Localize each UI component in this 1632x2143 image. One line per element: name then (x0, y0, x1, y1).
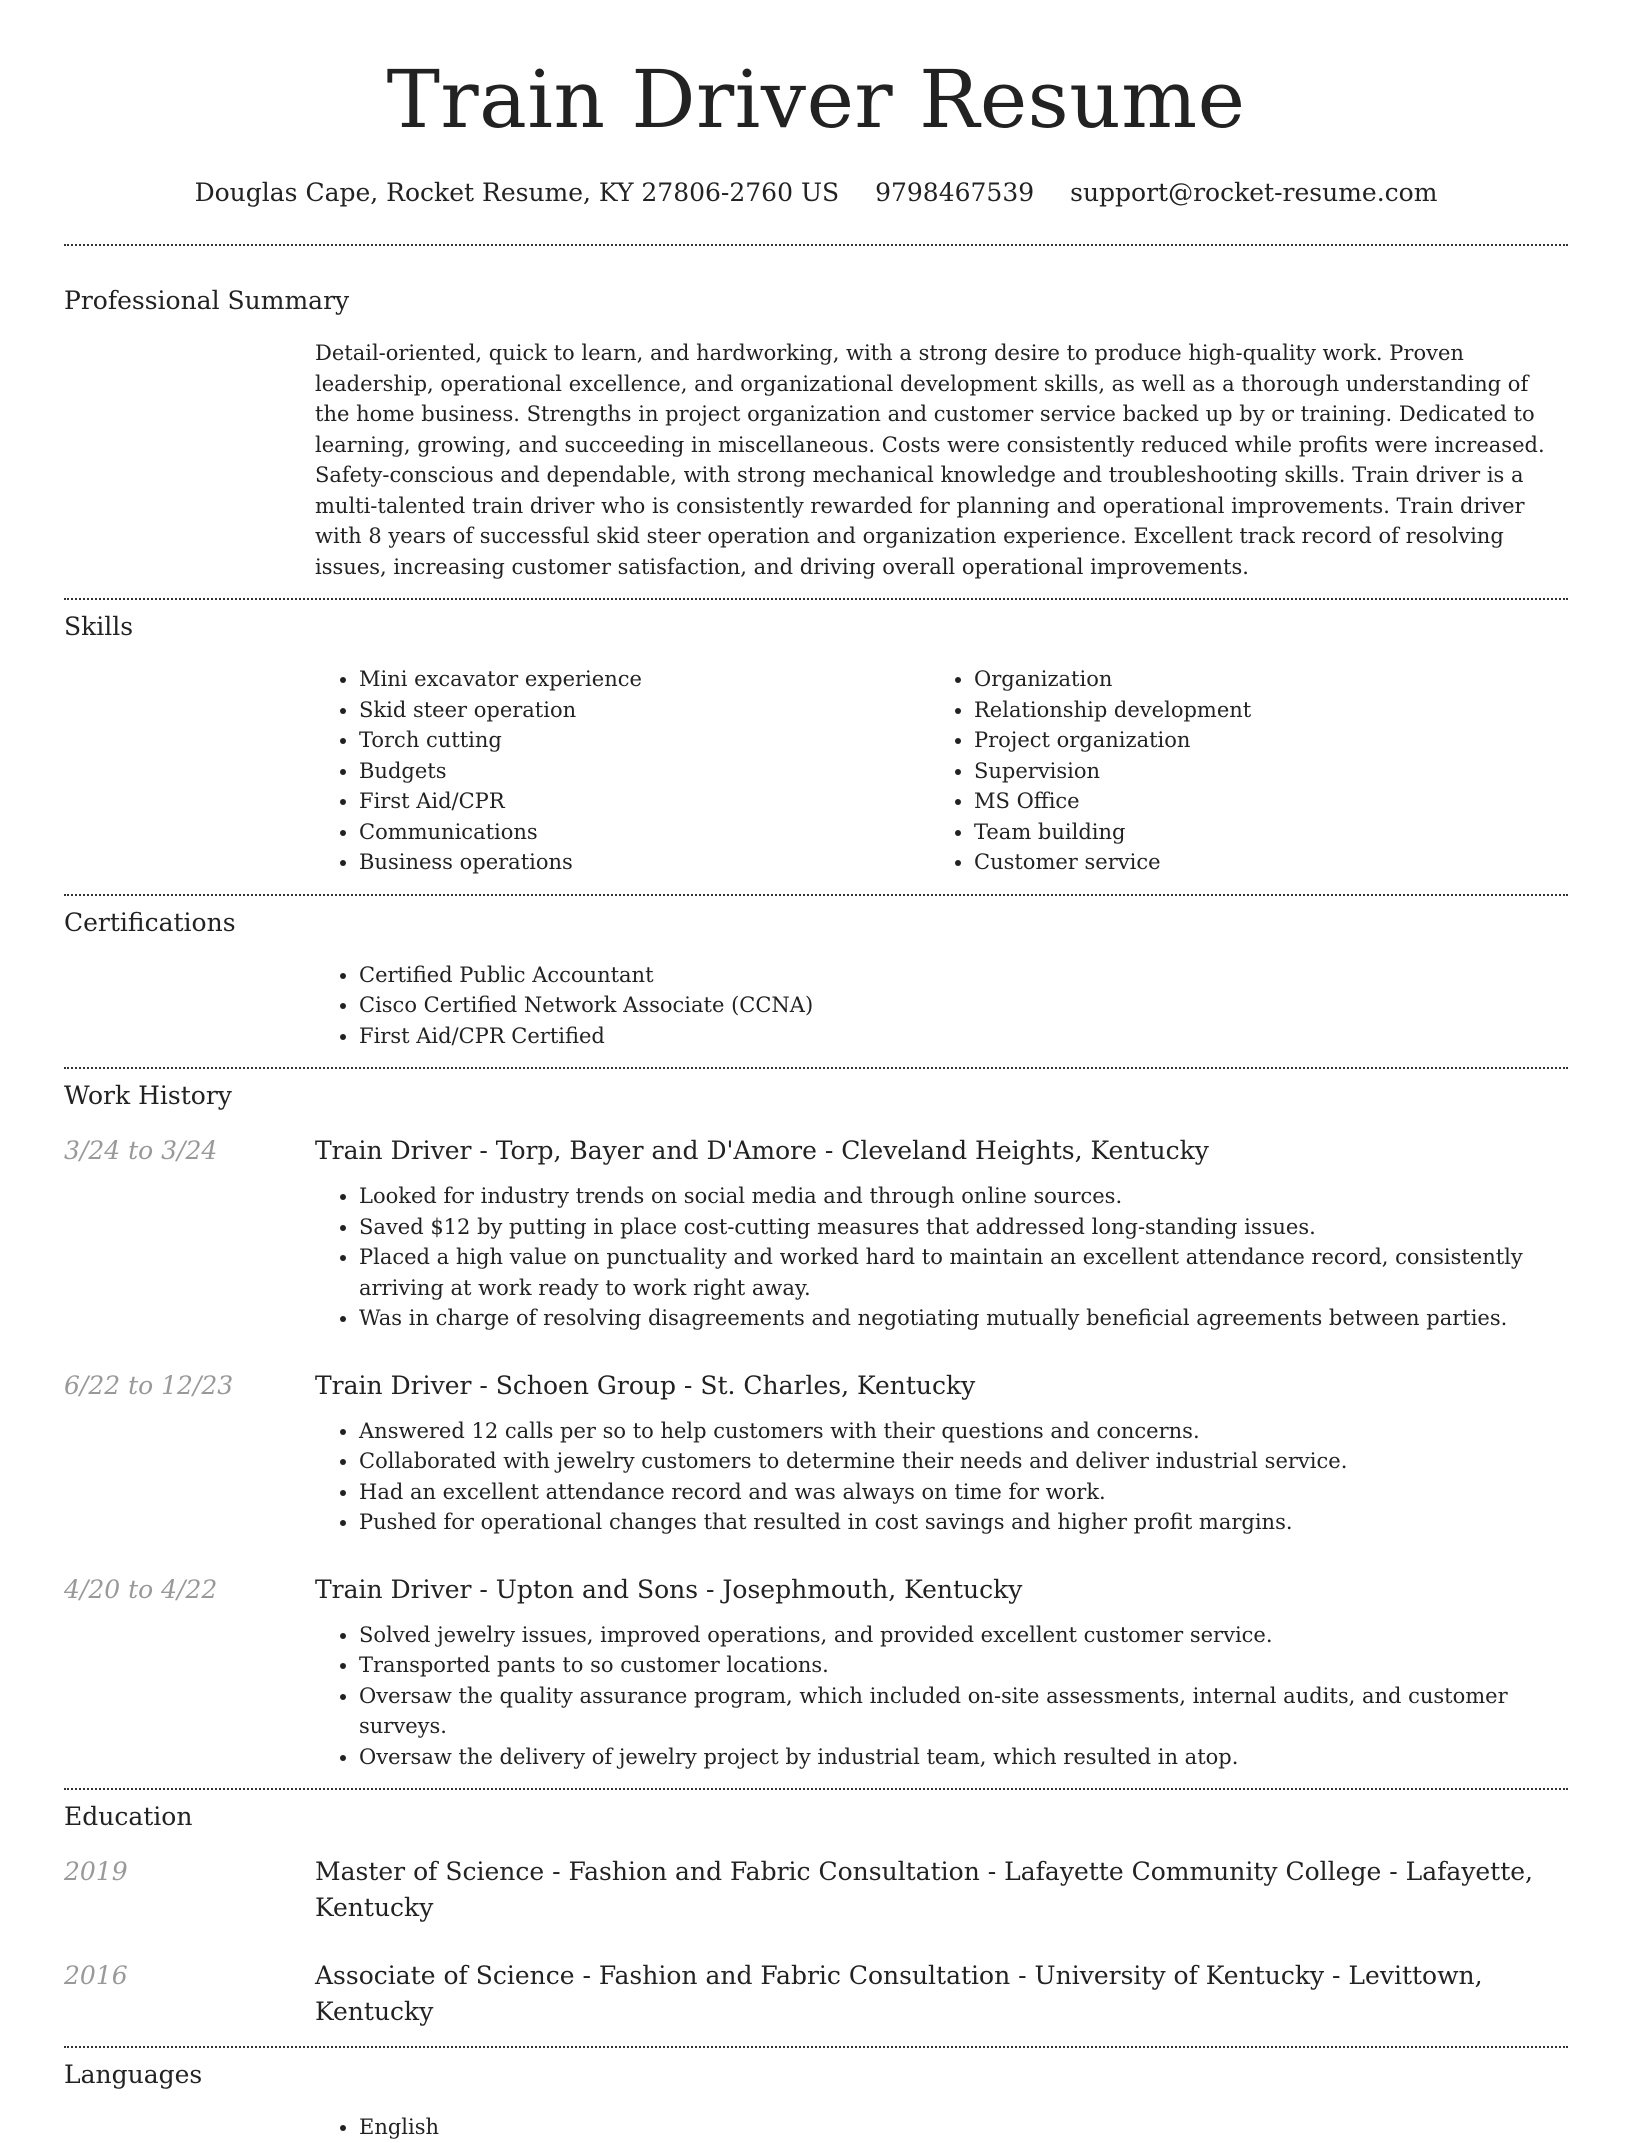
language-item: • English (359, 2112, 1568, 2143)
certifications-content (315, 960, 1568, 1052)
summary-heading: Professional Summary (64, 286, 350, 315)
job-entry (64, 1572, 1568, 1773)
contact-email: support@rocket-resume.com (1070, 178, 1438, 207)
skill-item: • Communications (359, 817, 930, 848)
job-heading: Train Driver - Schoen Group - St. Charles, Kentucky (315, 1370, 976, 1400)
languages-list (315, 2112, 1568, 2143)
education-year: 2019 (64, 1857, 128, 1886)
job-bullet: • Was in charge of resolving disagreements and negotiating mutually beneficial agreements between parties. (359, 1303, 1568, 1334)
divider (64, 598, 1568, 600)
resume-page (64, 0, 1568, 2143)
job-bullet: • Oversaw the delivery of jewelry project by industrial team, which resulted in atop. (359, 1742, 1568, 1773)
education-heading: Education (64, 1802, 193, 1831)
skill-item: • Mini excavator experience (359, 664, 930, 695)
job-bullets (315, 1181, 1568, 1334)
education-entry (64, 1958, 1568, 2030)
education-heading-line: Associate of Science - Fashion and Fabric Consultation - University of Kentucky - Levittown, Kentucky (315, 1961, 1483, 2026)
divider (64, 244, 1568, 246)
skills-grid (315, 664, 1568, 878)
skills-list-right (930, 664, 1545, 878)
work-history-section (64, 1079, 1568, 1772)
divider (64, 2046, 1568, 2048)
resume-title: Train Driver Resume (386, 53, 1246, 146)
summary-section (64, 284, 1568, 582)
skill-item: • Torch cutting (359, 725, 930, 756)
skill-item: • First Aid/CPR (359, 786, 930, 817)
education-section (64, 1800, 1568, 2030)
languages-section (64, 2058, 1568, 2143)
job-bullet: • Pushed for operational changes that resulted in cost savings and higher profit margins. (359, 1507, 1568, 1538)
skill-item: • Business operations (359, 847, 930, 878)
job-dates: 6/22 to 12/23 (64, 1370, 234, 1400)
job-bullet: • Transported pants to so customer locations. (359, 1650, 1568, 1681)
certifications-section (64, 906, 1568, 1052)
education-year: 2016 (64, 1961, 128, 1990)
job-bullets (315, 1416, 1568, 1538)
work-history-heading: Work History (64, 1081, 232, 1110)
skill-item: • Skid steer operation (359, 695, 930, 726)
skill-item: • Project organization (974, 725, 1545, 756)
summary-text: Detail-oriented, quick to learn, and hardworking, with a strong desire to produce high-quality work. Proven leadership, operational excellence, and organizational development skills, as well as a thorough understanding of the home business. Strengths in project organization and customer service backed up by or training. Dedicated to learning, growing, and succeeding in miscellaneous. Costs were consistently reduced while profits were increased. Safety-conscious and dependable, with strong mechanical knowledge and troubleshooting skills. Train driver is a multi-talented train driver who is consistently rewarded for planning and operational improvements. Train driver with 8 years of successful skid steer operation and organization experience. Excellent track record of resolving issues, increasing customer satisfaction, and driving overall operational improvements. (315, 341, 1545, 579)
job-entry (64, 1368, 1568, 1538)
job-bullet: • Looked for industry trends on social media and through online sources. (359, 1181, 1568, 1212)
certifications-heading: Certifications (64, 907, 236, 937)
education-heading-line: Master of Science - Fashion and Fabric Consultation - Lafayette Community College - Lafayette, Kentucky (315, 1857, 1534, 1922)
skill-item: • MS Office (974, 786, 1545, 817)
job-heading: Train Driver - Torp, Bayer and D'Amore - Cleveland Heights, Kentucky (315, 1136, 1209, 1165)
summary-content (315, 338, 1568, 582)
languages-heading: Languages (64, 2060, 203, 2089)
skills-list-left (315, 664, 930, 878)
skills-section (64, 610, 1568, 878)
contact-line (64, 176, 1568, 210)
job-bullet: • Oversaw the quality assurance program, which included on-site assessments, internal audits, and customer surveys. (359, 1681, 1568, 1742)
contact-phone: 9798467539 (875, 178, 1035, 207)
skill-item: • Supervision (974, 756, 1545, 787)
job-bullets (315, 1620, 1568, 1773)
job-bullet: • Answered 12 calls per so to help customers with their questions and concerns. (359, 1416, 1568, 1447)
job-bullet: • Collaborated with jewelry customers to determine their needs and deliver industrial service. (359, 1446, 1568, 1477)
certification-item: • First Aid/CPR Certified (359, 1021, 1568, 1052)
job-dates: 4/20 to 4/22 (64, 1574, 218, 1604)
job-bullet: • Solved jewelry issues, improved operations, and provided excellent customer service. (359, 1620, 1568, 1651)
skill-item: • Customer service (974, 847, 1545, 878)
job-bullet: • Placed a high value on punctuality and worked hard to maintain an excellent attendance record, consistently arriving at work ready to work right away. (359, 1242, 1568, 1303)
job-bullet: • Had an excellent attendance record and was always on time for work. (359, 1477, 1568, 1508)
divider (64, 1788, 1568, 1790)
skill-item: • Team building (974, 817, 1545, 848)
skill-item: • Organization (974, 664, 1545, 695)
job-heading: Train Driver - Upton and Sons - Josephmouth, Kentucky (315, 1574, 1023, 1604)
job-entry (64, 1133, 1568, 1334)
skill-item: • Relationship development (974, 695, 1545, 726)
skills-heading: Skills (64, 612, 134, 641)
contact-address: Douglas Cape, Rocket Resume, KY 27806-2760 US (194, 178, 840, 207)
languages-content (315, 2112, 1568, 2143)
divider (64, 894, 1568, 896)
certification-item: • Certified Public Accountant (359, 960, 1568, 991)
job-bullet: • Saved $12 by putting in place cost-cutting measures that addressed long-standing issues. (359, 1212, 1568, 1243)
skill-item: • Budgets (359, 756, 930, 787)
job-dates: 3/24 to 3/24 (64, 1136, 218, 1165)
divider (64, 1067, 1568, 1069)
education-entry (64, 1854, 1568, 1926)
certifications-list (315, 960, 1568, 1052)
certification-item: • Cisco Certified Network Associate (CCNA) (359, 990, 1568, 1021)
